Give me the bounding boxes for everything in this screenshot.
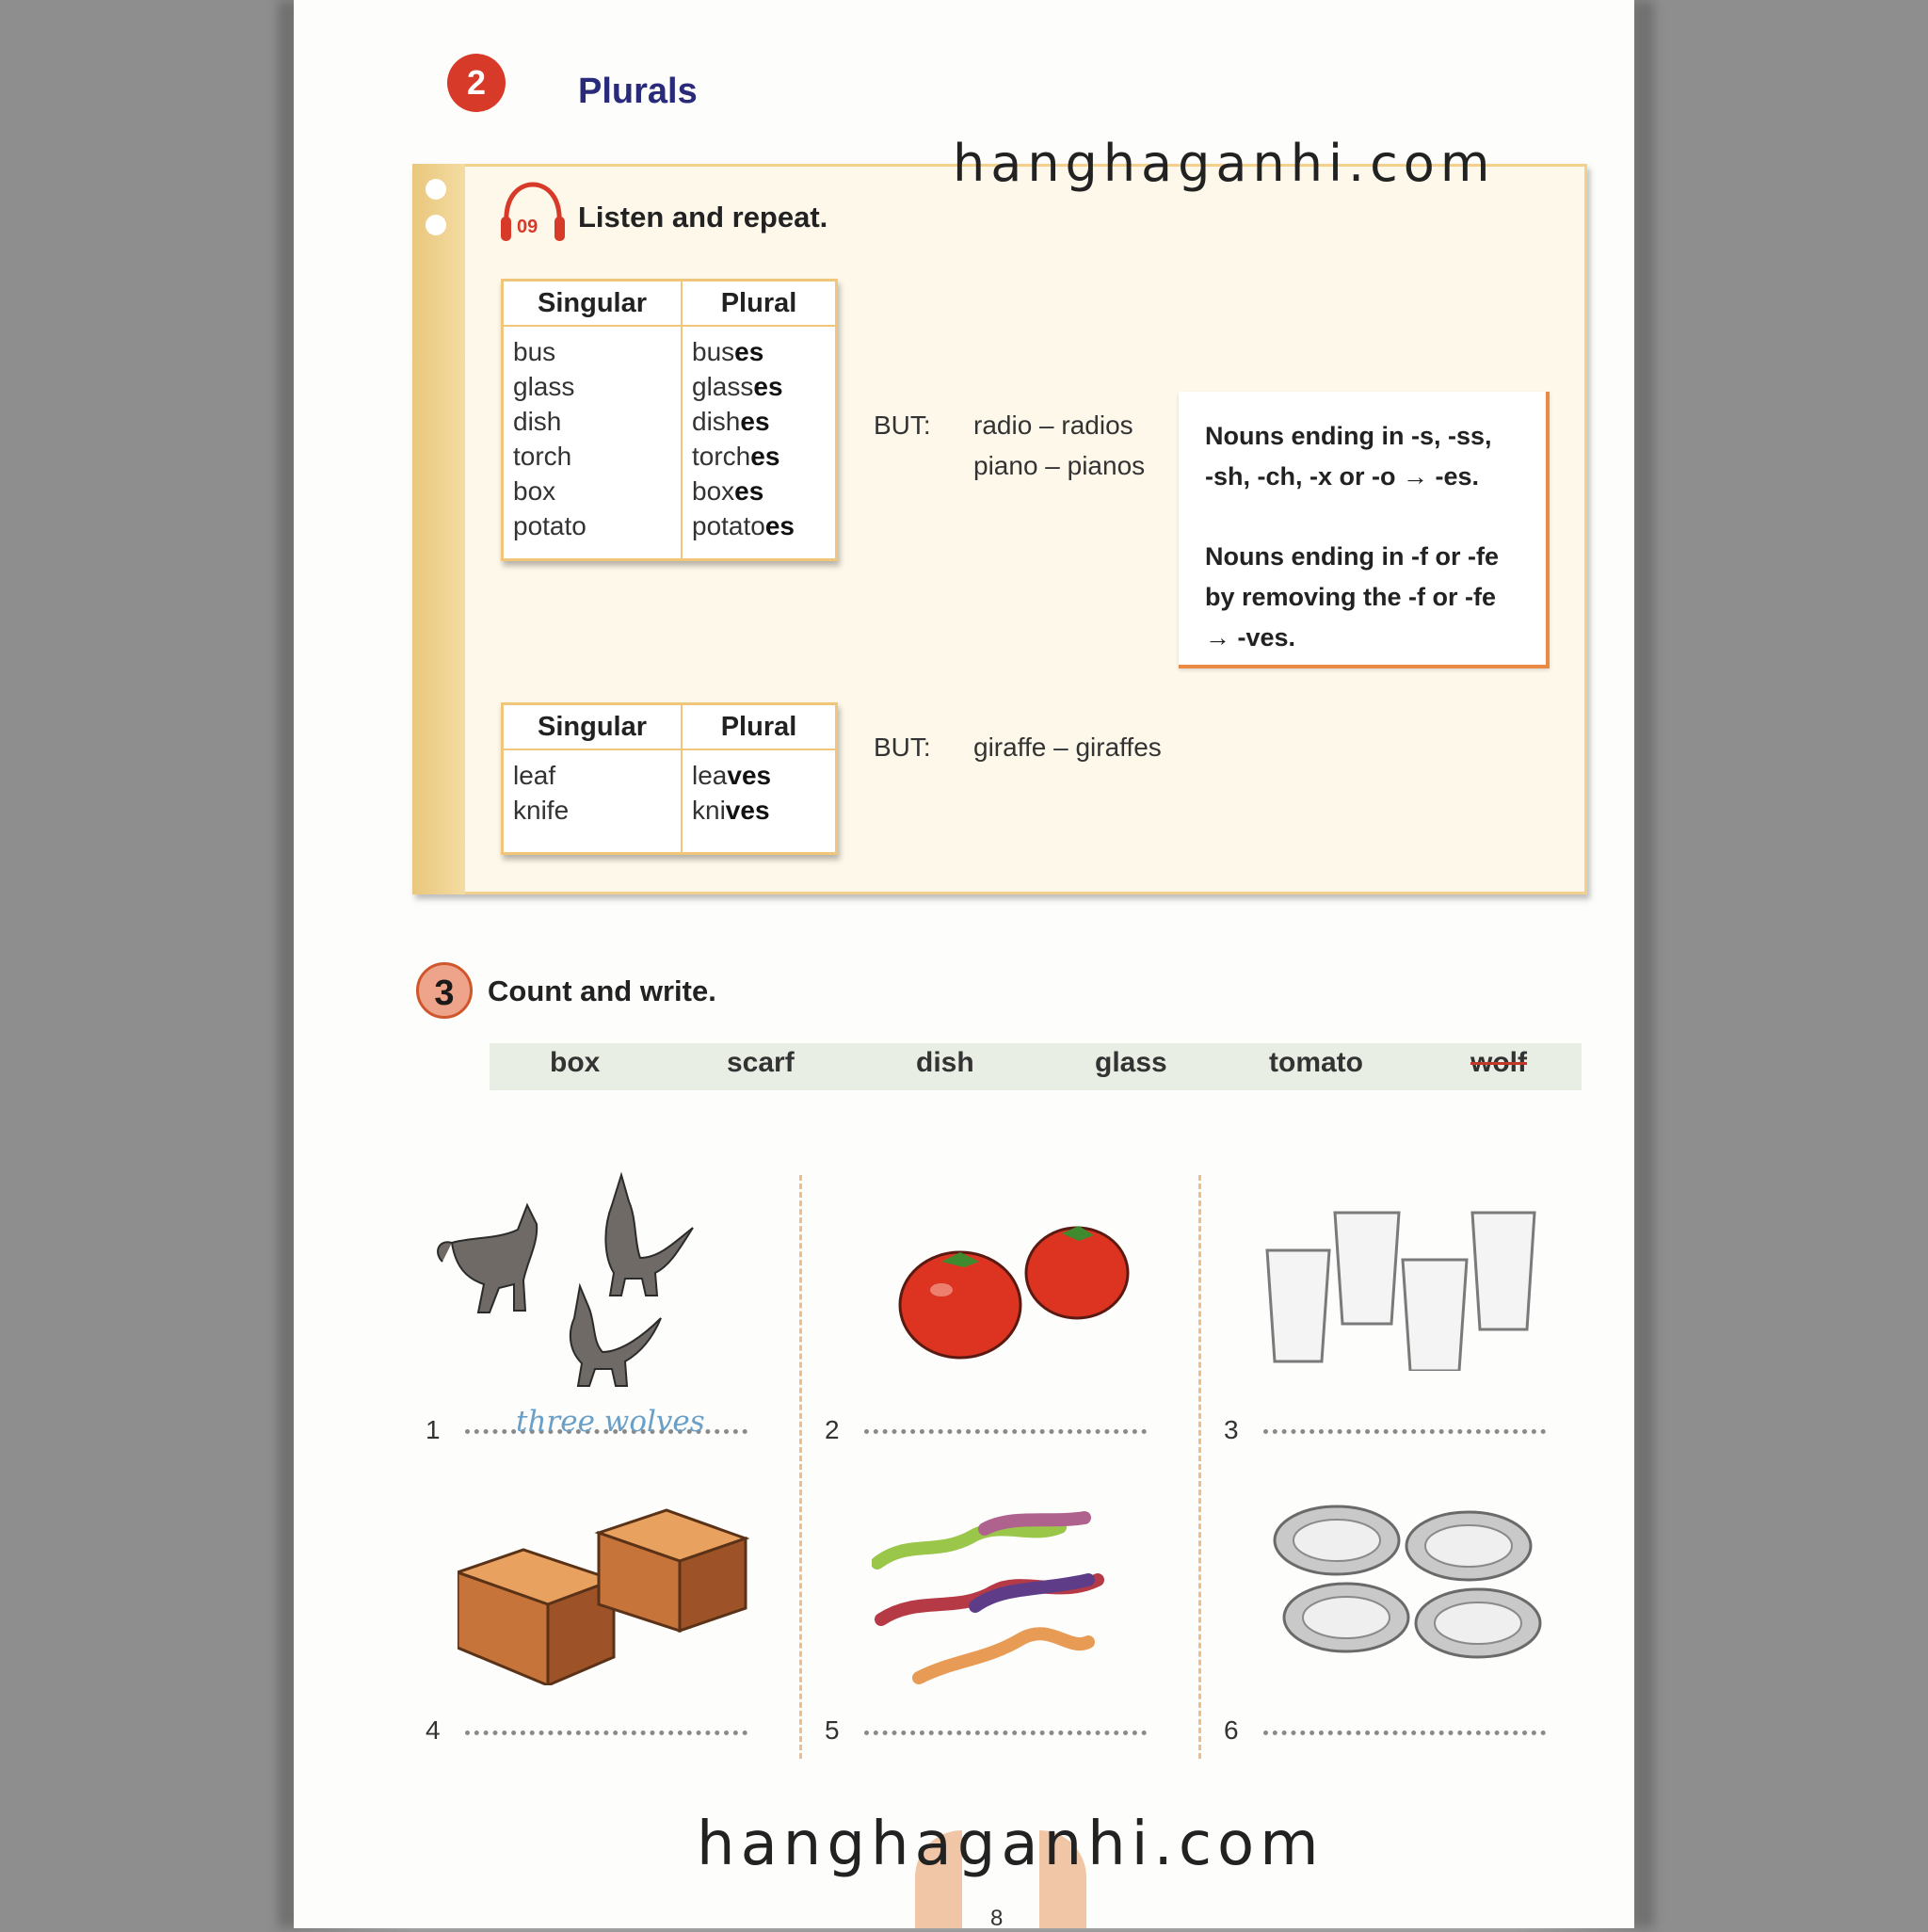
plural-stem: bus [692, 337, 735, 366]
plural-table-es [501, 279, 838, 561]
answer-line[interactable] [1263, 1731, 1546, 1735]
singular-word: torch [513, 442, 572, 471]
plural-ending: es [750, 442, 780, 471]
header-plural: Plural [682, 281, 837, 327]
wolves-picture [433, 1167, 734, 1393]
plural-column [682, 749, 837, 854]
boxes-picture [458, 1506, 749, 1685]
column-divider [1198, 1175, 1201, 1759]
word-bank-item: glass [1095, 1047, 1167, 1078]
plural-word [692, 758, 835, 793]
exception-item: radio – radios [973, 411, 1133, 440]
word-bank-item: scarf [727, 1047, 795, 1078]
plural-stem: dish [692, 407, 741, 436]
exception-item: piano – pianos [973, 451, 1146, 480]
plural-word [692, 404, 835, 439]
plural-stem: box [692, 476, 735, 506]
singular-word: potato [513, 511, 586, 540]
section-number-badge: 2 [447, 54, 506, 112]
glasses-picture [1261, 1201, 1544, 1371]
plural-ending: es [734, 476, 764, 506]
plural-stem: potato [692, 511, 765, 540]
exercise-number: 6 [1224, 1715, 1239, 1745]
scarves-picture [872, 1501, 1117, 1689]
exercise-title: Count and write. [488, 974, 716, 1007]
exception-item: giraffe – giraffes [973, 733, 1162, 762]
singular-word: bus [513, 337, 556, 366]
plural-ending: es [734, 337, 764, 366]
plural-ending: ves [727, 761, 772, 790]
binder-hole [426, 215, 446, 235]
listen-instruction: Listen and repeat. [578, 201, 828, 233]
word-bank-item: dish [916, 1047, 974, 1078]
answer-line[interactable] [1263, 1429, 1546, 1434]
answer-line[interactable] [864, 1731, 1147, 1735]
exercise-number: 2 [825, 1415, 840, 1444]
audio-track-number: 09 [517, 217, 538, 237]
plural-table-ves [501, 702, 838, 855]
plural-word [692, 369, 835, 404]
plural-ending: es [764, 511, 795, 540]
plural-word [692, 439, 835, 474]
watermark: hanghaganhi.com [953, 134, 1496, 193]
answer-text: three wolves [516, 1405, 705, 1439]
plural-column [682, 326, 837, 560]
exercise-number: 5 [825, 1715, 840, 1745]
word-bank-item: box [550, 1047, 601, 1078]
word-bank-item: tomato [1269, 1047, 1363, 1078]
header-singular: Singular [503, 704, 683, 750]
rule-text: Nouns ending in -f or -fe [1205, 542, 1499, 571]
but-label: BUT: [874, 411, 931, 440]
column-divider [799, 1175, 802, 1759]
exercise-number: 1 [426, 1415, 441, 1444]
but-label: BUT: [874, 733, 931, 762]
singular-word: dish [513, 407, 562, 436]
rule-note [1179, 392, 1550, 668]
plural-word [692, 334, 835, 369]
header-singular: Singular [503, 281, 683, 327]
header-plural: Plural [682, 704, 837, 750]
plural-stem: torch [692, 442, 751, 471]
tomatoes-picture [894, 1224, 1139, 1365]
plural-word [692, 793, 835, 828]
singular-column [503, 749, 683, 854]
singular-word: glass [513, 372, 575, 401]
plural-word [692, 474, 835, 508]
plural-stem: glass [692, 372, 754, 401]
singular-word: leaf [513, 761, 556, 790]
plural-stem: lea [692, 761, 728, 790]
rule-text: by removing the -f or -fe [1205, 583, 1497, 611]
rule-text: → -ves. [1205, 623, 1296, 652]
rule-text: -sh, -ch, -x or -o → -es. [1205, 462, 1480, 491]
plural-word [692, 508, 835, 543]
dishes-picture [1265, 1495, 1548, 1668]
singular-word: knife [513, 796, 570, 825]
plural-ending: es [740, 407, 770, 436]
section-title: Plurals [578, 72, 698, 111]
plural-ending: es [753, 372, 783, 401]
binder-hole [426, 179, 446, 200]
exercise-number: 3 [1224, 1415, 1239, 1444]
page-number: 8 [990, 1906, 1004, 1931]
binder-spine [412, 164, 465, 894]
singular-word: box [513, 476, 556, 506]
watermark: hanghaganhi.com [697, 1810, 1325, 1879]
exercise-number-badge: 3 [416, 962, 473, 1019]
answer-line[interactable] [465, 1731, 747, 1735]
word-bank [490, 1043, 1582, 1090]
answer-line[interactable] [864, 1429, 1147, 1434]
word-bank-item-used: wolf [1470, 1047, 1527, 1078]
singular-column [503, 326, 683, 560]
exercise-number: 4 [426, 1715, 441, 1745]
rule-text: Nouns ending in -s, -ss, [1205, 422, 1492, 450]
plural-stem: kni [692, 796, 726, 825]
plural-ending: ves [725, 796, 770, 825]
